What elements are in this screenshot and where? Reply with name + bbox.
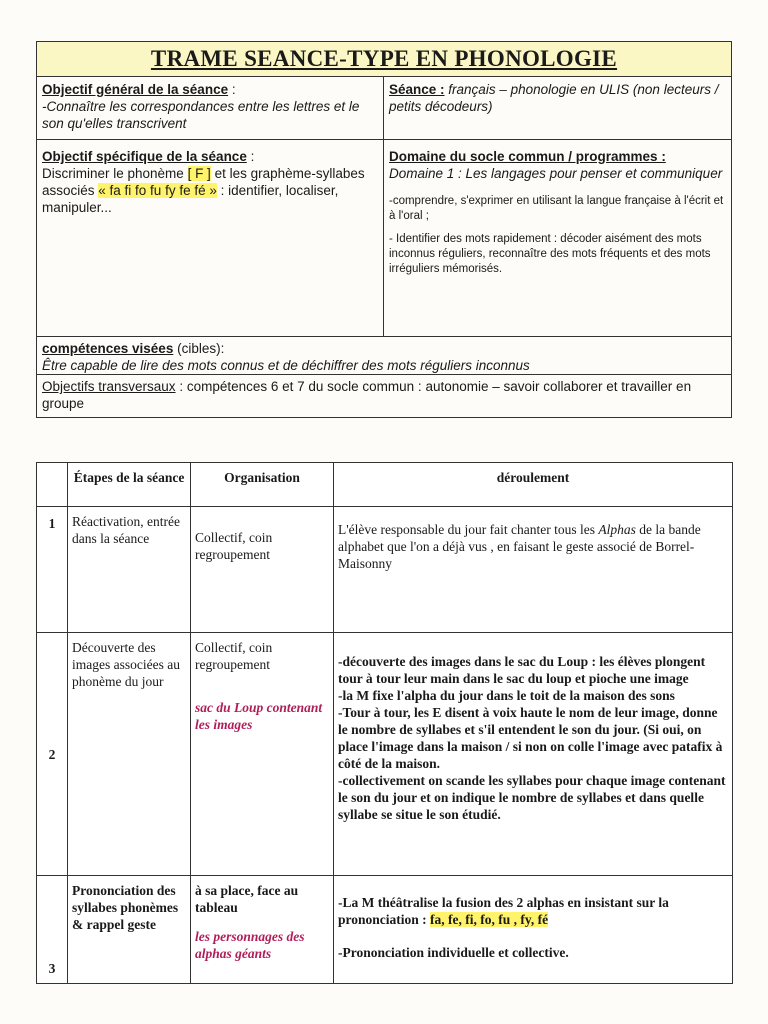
transversaux-label: Objectifs transversaux bbox=[42, 379, 176, 394]
step-organisation: à sa place, face au tableau bbox=[195, 883, 299, 915]
step-deroulement-a: L'élève responsable du jour fait chanter tous les bbox=[338, 522, 599, 537]
objectif-general-label: Objectif général de la séance bbox=[42, 82, 229, 97]
specific-row bbox=[36, 140, 732, 337]
table-row bbox=[37, 876, 733, 984]
step-deroulement bbox=[334, 876, 733, 984]
step-deroulement-a: -La M théâtralise la fusion des 2 alphas en insistant sur la prononciation : bbox=[338, 895, 669, 927]
step-materiel: les personnages des alphas géants bbox=[195, 929, 305, 961]
objectif-general-cell: Objectif général de la séance : -Connaître les correspondances entre les lettres et le son qu'elles transcrivent bbox=[37, 77, 384, 139]
header-organisation: Organisation bbox=[191, 463, 334, 507]
competences-text: Être capable de lire des mots connus et de déchiffrer des mots réguliers inconnus bbox=[42, 358, 530, 373]
page-title: TRAME SEANCE-TYPE EN PHONOLOGIE bbox=[36, 41, 732, 77]
header-etapes: Étapes de la séance bbox=[68, 463, 191, 507]
step-etape: Réactivation, entrée dans la séance bbox=[68, 507, 191, 633]
step-organisation-cell bbox=[191, 876, 334, 984]
step-etape: Prononciation des syllabes phonèmes & rappel geste bbox=[68, 876, 191, 984]
competences-row bbox=[36, 337, 732, 375]
step-etape: Découverte des images associées au phonème du jour bbox=[68, 633, 191, 876]
objectif-specifique-text-c: : identifier, localiser, manipuler... bbox=[42, 183, 339, 215]
step-organisation-cell bbox=[191, 633, 334, 876]
general-row bbox=[36, 77, 732, 140]
domaine-subtitle: Domaine 1 : Les langages pour penser et communiquer bbox=[389, 166, 723, 181]
step-organisation: Collectif, coin regroupement bbox=[195, 640, 273, 672]
competences-label: compétences visées bbox=[42, 341, 174, 356]
step-deroulement-italic: Alphas bbox=[598, 522, 636, 537]
objectif-specifique-label: Objectif spécifique de la séance bbox=[42, 149, 247, 164]
seance-text: français – phonologie en ULIS (non lecteurs / petits décodeurs) bbox=[389, 82, 719, 114]
syllables-highlight: fa, fe, fi, fo, fu , fy, fé bbox=[430, 912, 549, 927]
domaine-label: Domaine du socle commun / programmes : bbox=[389, 149, 666, 164]
objectif-specifique-text-b: et les graphème-syllabes associés bbox=[42, 166, 365, 198]
phoneme-highlight: [ F ] bbox=[187, 166, 211, 181]
transversaux-row bbox=[36, 375, 732, 418]
step-organisation: Collectif, coin regroupement bbox=[191, 507, 334, 633]
transversaux-text: : compétences 6 et 7 du socle commun : autonomie – savoir collaborer et travailler en groupe bbox=[42, 379, 692, 411]
step-deroulement bbox=[334, 507, 733, 633]
objectif-general-text: -Connaître les correspondances entre les lettres et le son qu'elles transcrivent bbox=[42, 99, 360, 131]
competences-suffix: (cibles): bbox=[177, 341, 225, 356]
objectif-specifique-cell: Objectif spécifique de la séance : Discriminer le phonème [ F ] et les graphème-syllabes associés « fa fi fo fu fy fe fé » : identifier, localiser, manipuler... bbox=[37, 140, 384, 336]
step-deroulement-b: -Prononciation individuelle et collective. bbox=[338, 945, 569, 960]
objectif-specifique-text-a: Discriminer le phonème bbox=[42, 166, 188, 181]
table-row bbox=[37, 507, 733, 633]
seance-label: Séance : bbox=[389, 82, 445, 97]
domaine-item-2: - Identifier des mots rapidement : décoder aisément des mots inconnus réguliers, reconnaître des mots fréquents et des mots irréguliers mémorisés. bbox=[389, 233, 711, 275]
seance-cell bbox=[384, 77, 731, 139]
step-deroulement: -découverte des images dans le sac du Loup : les élèves plongent tour à tour leur main dans le sac du loup et pioche une image -la M fixe l'alpha du jour dans le toit de la maison des sons -Tour à tour, les E disent à voix haute le nom de leur image, donne le nombre de syllabes et s'il entendent le son du jour. (Si oui, on place l'image dans la maison / si non on colle l'image avec patafix à côté de la maison. -collectivement on scande les syllabes pour chaque image contenant le son du jour et on indique le nombre de syllabes et dans quelle syllabe se situe le son étudié. bbox=[334, 633, 733, 876]
graphemes-highlight: « fa fi fo fu fy fe fé » bbox=[98, 183, 217, 198]
header-sheet bbox=[36, 41, 732, 418]
step-number: 1 bbox=[37, 507, 68, 633]
step-number: 3 bbox=[37, 876, 68, 984]
header-deroulement: déroulement bbox=[334, 463, 733, 507]
table-row bbox=[37, 633, 733, 876]
steps-table bbox=[36, 462, 733, 984]
header-num bbox=[37, 463, 68, 507]
domaine-cell bbox=[384, 140, 731, 336]
table-header-row bbox=[37, 463, 733, 507]
domaine-item-1: -comprendre, s'exprimer en utilisant la langue française à l'écrit et à l'oral ; bbox=[389, 195, 724, 222]
step-deroulement-b: de la bande alphabet que l'on a déjà vus , en faisant le geste associé de Borrel-Maisonny bbox=[338, 522, 701, 571]
step-number: 2 bbox=[37, 633, 68, 876]
step-materiel: sac du Loup contenant les images bbox=[195, 700, 323, 732]
